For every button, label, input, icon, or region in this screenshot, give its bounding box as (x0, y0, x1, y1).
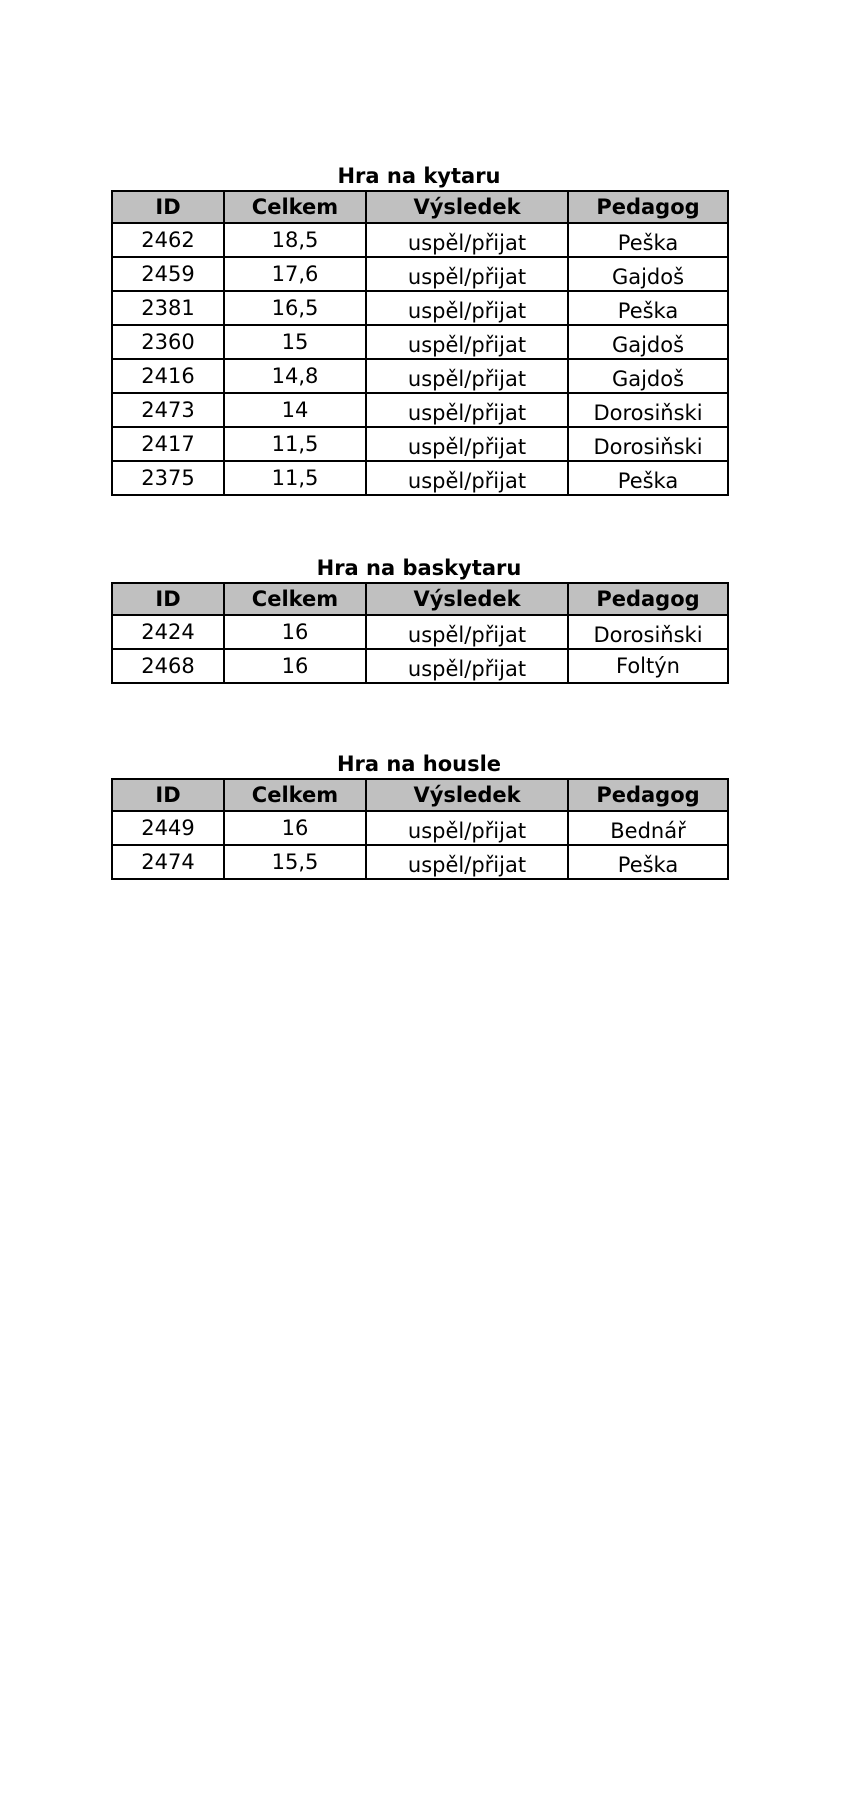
cell-celkem: 16 (224, 811, 366, 845)
cell-vysledek: uspěl/přijat (366, 427, 568, 461)
cell-id: 2417 (112, 427, 224, 461)
cell-celkem: 17,6 (224, 257, 366, 291)
section-kytara (111, 162, 727, 496)
table-row (112, 393, 728, 427)
section-title: Hra na housle (336, 752, 502, 776)
cell-id: 2462 (112, 223, 224, 257)
cell-celkem: 15,5 (224, 845, 366, 879)
cell-id: 2375 (112, 461, 224, 495)
results-table (111, 582, 729, 684)
section-title: Hra na kytaru (337, 164, 501, 188)
cell-celkem: 14,8 (224, 359, 366, 393)
cell-vysledek: uspěl/přijat (366, 359, 568, 393)
section-baskytara (111, 554, 727, 684)
header-celkem: Celkem (224, 779, 366, 811)
header-celkem: Celkem (224, 583, 366, 615)
header-pedagog: Pedagog (568, 779, 728, 811)
cell-id: 2474 (112, 845, 224, 879)
cell-id: 2459 (112, 257, 224, 291)
cell-celkem: 18,5 (224, 223, 366, 257)
table-row (112, 257, 728, 291)
cell-id: 2468 (112, 649, 224, 683)
cell-vysledek: uspěl/přijat (366, 811, 568, 845)
cell-celkem: 16 (224, 649, 366, 683)
cell-celkem: 16,5 (224, 291, 366, 325)
table-header-row (112, 191, 728, 223)
table-row (112, 325, 728, 359)
cell-pedagog: Peška (568, 223, 728, 257)
table-row (112, 461, 728, 495)
header-celkem: Celkem (224, 191, 366, 223)
table-row (112, 845, 728, 879)
cell-vysledek: uspěl/přijat (366, 291, 568, 325)
cell-pedagog: Dorosiňski (568, 427, 728, 461)
table-header-row (112, 583, 728, 615)
cell-id: 2424 (112, 615, 224, 649)
cell-id: 2381 (112, 291, 224, 325)
cell-vysledek: uspěl/přijat (366, 845, 568, 879)
cell-id: 2416 (112, 359, 224, 393)
table-row (112, 223, 728, 257)
cell-celkem: 11,5 (224, 461, 366, 495)
cell-vysledek: uspěl/přijat (366, 649, 568, 683)
table-row (112, 427, 728, 461)
header-id: ID (112, 583, 224, 615)
cell-id: 2360 (112, 325, 224, 359)
cell-vysledek: uspěl/přijat (366, 257, 568, 291)
cell-pedagog: Dorosiňski (568, 615, 728, 649)
header-vysledek: Výsledek (366, 583, 568, 615)
cell-pedagog: Gajdoš (568, 359, 728, 393)
cell-celkem: 11,5 (224, 427, 366, 461)
section-housle (111, 750, 727, 880)
cell-id: 2473 (112, 393, 224, 427)
cell-pedagog: Peška (568, 461, 728, 495)
cell-pedagog: Dorosiňski (568, 393, 728, 427)
cell-pedagog: Gajdoš (568, 257, 728, 291)
table-row (112, 811, 728, 845)
header-vysledek: Výsledek (366, 191, 568, 223)
cell-vysledek: uspěl/přijat (366, 461, 568, 495)
header-id: ID (112, 191, 224, 223)
cell-pedagog: Gajdoš (568, 325, 728, 359)
cell-celkem: 14 (224, 393, 366, 427)
cell-celkem: 15 (224, 325, 366, 359)
table-row (112, 359, 728, 393)
table-header-row (112, 779, 728, 811)
cell-celkem: 16 (224, 615, 366, 649)
cell-vysledek: uspěl/přijat (366, 325, 568, 359)
cell-pedagog: Peška (568, 291, 728, 325)
results-table (111, 778, 729, 880)
table-row (112, 291, 728, 325)
header-vysledek: Výsledek (366, 779, 568, 811)
section-title: Hra na baskytaru (316, 556, 522, 580)
cell-vysledek: uspěl/přijat (366, 615, 568, 649)
header-id: ID (112, 779, 224, 811)
cell-pedagog: Bednář (568, 811, 728, 845)
results-table (111, 190, 729, 496)
cell-pedagog: Peška (568, 845, 728, 879)
cell-vysledek: uspěl/přijat (366, 393, 568, 427)
header-pedagog: Pedagog (568, 191, 728, 223)
table-row (112, 649, 728, 683)
cell-pedagog: Foltýn (568, 649, 728, 683)
cell-vysledek: uspěl/přijat (366, 223, 568, 257)
header-pedagog: Pedagog (568, 583, 728, 615)
table-row (112, 615, 728, 649)
cell-id: 2449 (112, 811, 224, 845)
